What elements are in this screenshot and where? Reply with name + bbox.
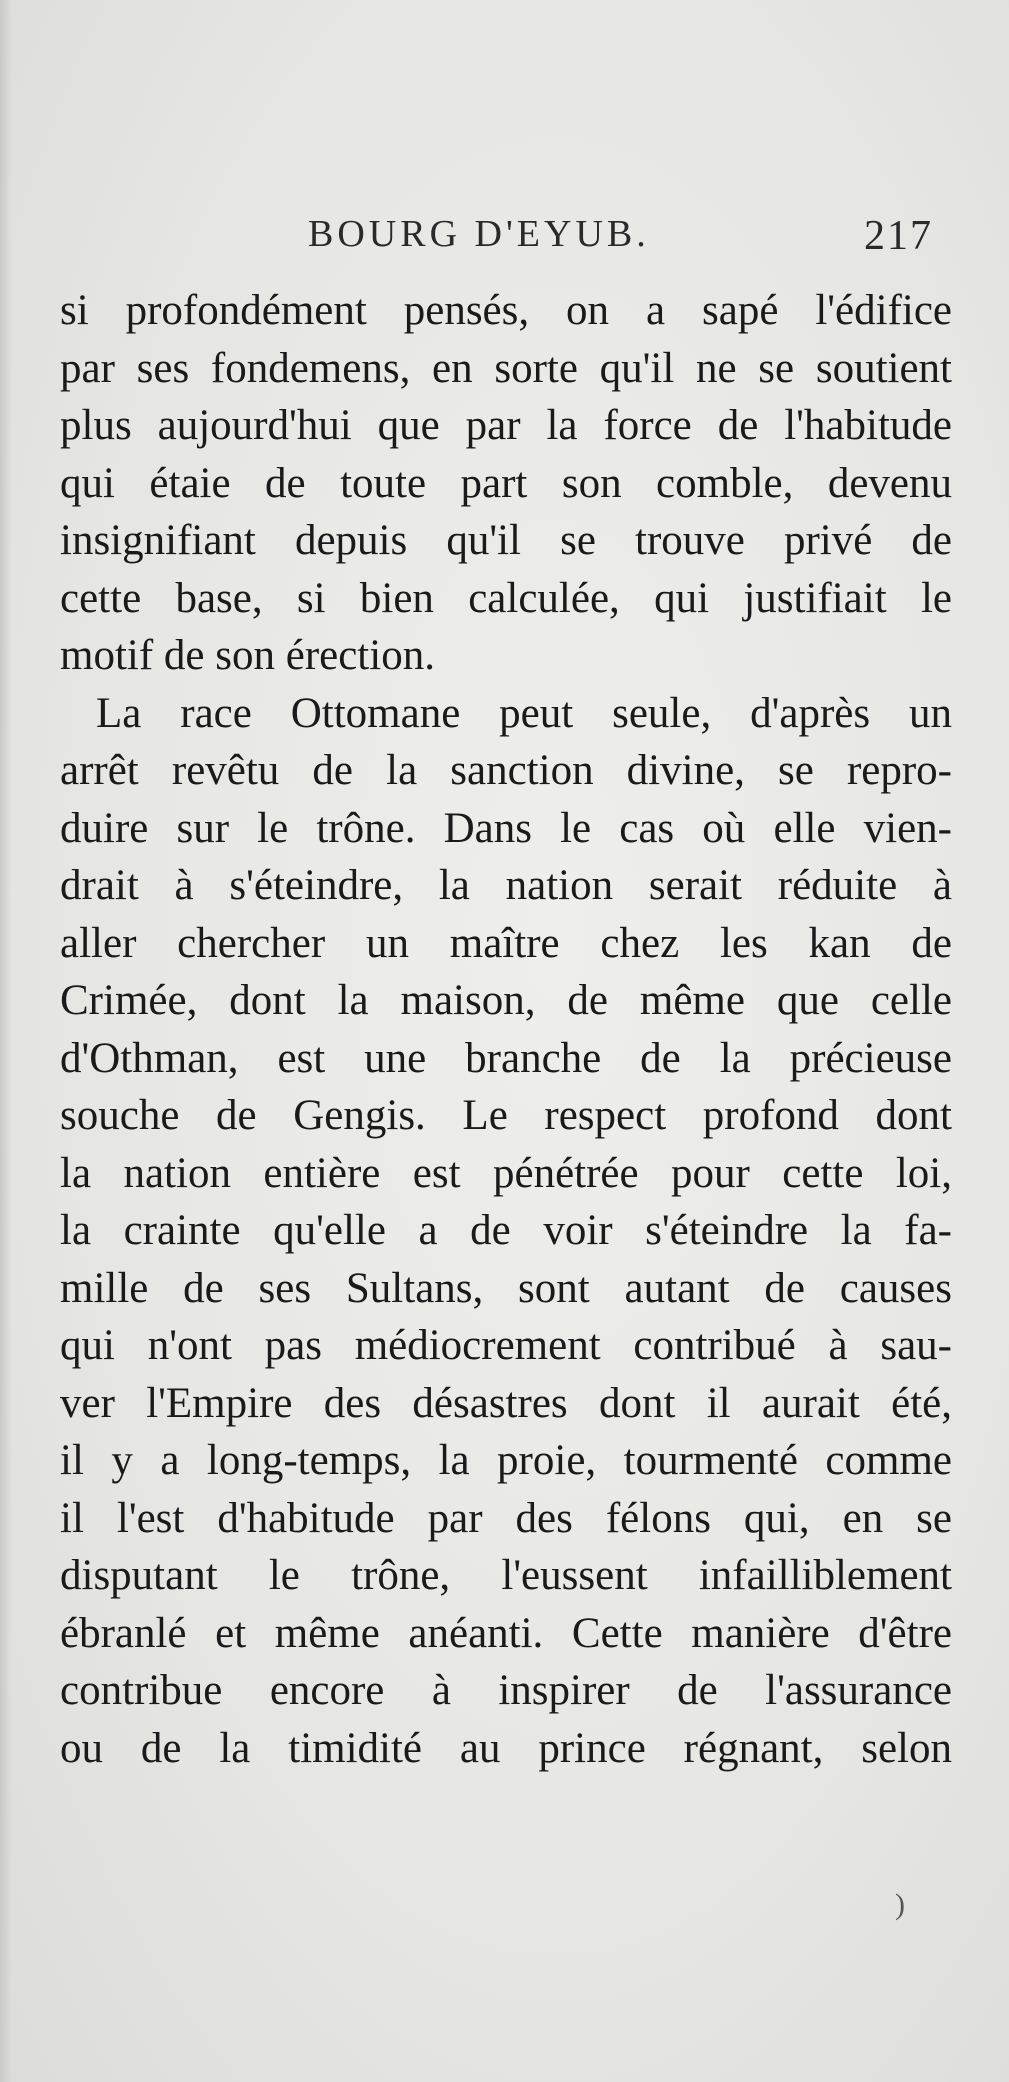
- text-line: la crainte qu'elle a de voir s'éteindre la fa-: [60, 1207, 952, 1254]
- text-line: souche de Gengis. Le respect profond dont: [60, 1092, 952, 1139]
- running-title: BOURG D'EYUB.: [308, 213, 650, 255]
- text-line: contribue encore à inspirer de l'assurance: [60, 1667, 952, 1714]
- page-number: 217: [864, 213, 933, 259]
- stray-ink-mark: ): [895, 1888, 905, 1921]
- text-line: mille de ses Sultans, sont autant de causes: [60, 1264, 952, 1312]
- text-line: drait à s'éteindre, la nation serait réduite à: [60, 862, 952, 909]
- text-line: qui n'ont pas médiocrement contribué à sau-: [60, 1322, 952, 1369]
- text-line: il y a long-temps, la proie, tourmenté comme: [60, 1437, 952, 1484]
- text-line: duire sur le trône. Dans le cas où elle vien-: [60, 804, 952, 852]
- text-line: ébranlé et même anéanti. Cette manière d'être: [60, 1609, 952, 1657]
- text-line: ou de la timidité au prince régnant, selon: [60, 1724, 952, 1772]
- body-text: [60, 282, 952, 1777]
- text-line: par ses fondemens, en sorte qu'il ne se soutient: [60, 344, 952, 392]
- text-line: ver l'Empire des désastres dont il aurait été,: [60, 1379, 952, 1427]
- paragraph-start-line: La race Ottomane peut seule, d'après un: [96, 689, 952, 737]
- text-line: la nation entière est pénétrée pour cette loi,: [60, 1149, 952, 1197]
- text-line: si profondément pensés, on a sapé l'édifice: [60, 287, 952, 334]
- text-line: qui étaie de toute part son comble, devenu: [60, 459, 952, 507]
- text-line: arrêt revêtu de la sanction divine, se repro-: [60, 747, 952, 794]
- text-line: d'Othman, est une branche de la précieuse: [60, 1034, 952, 1082]
- text-line: motif de son érection.: [60, 632, 435, 679]
- text-line: insignifiant depuis qu'il se trouve privé de: [60, 517, 952, 564]
- text-line: Crimée, dont la maison, de même que celle: [60, 977, 952, 1024]
- text-line: il l'est d'habitude par des félons qui, en se: [60, 1494, 952, 1542]
- text-line: disputant le trône, l'eussent infailliblement: [60, 1552, 952, 1599]
- text-line: aller chercher un maître chez les kan de: [60, 919, 952, 967]
- page-header: [0, 212, 1009, 262]
- text-line: plus aujourd'hui que par la force de l'habitude: [60, 402, 952, 449]
- page-gutter-shadow: [0, 0, 12, 2082]
- text-line: cette base, si bien calculée, qui justifiait le: [60, 574, 952, 622]
